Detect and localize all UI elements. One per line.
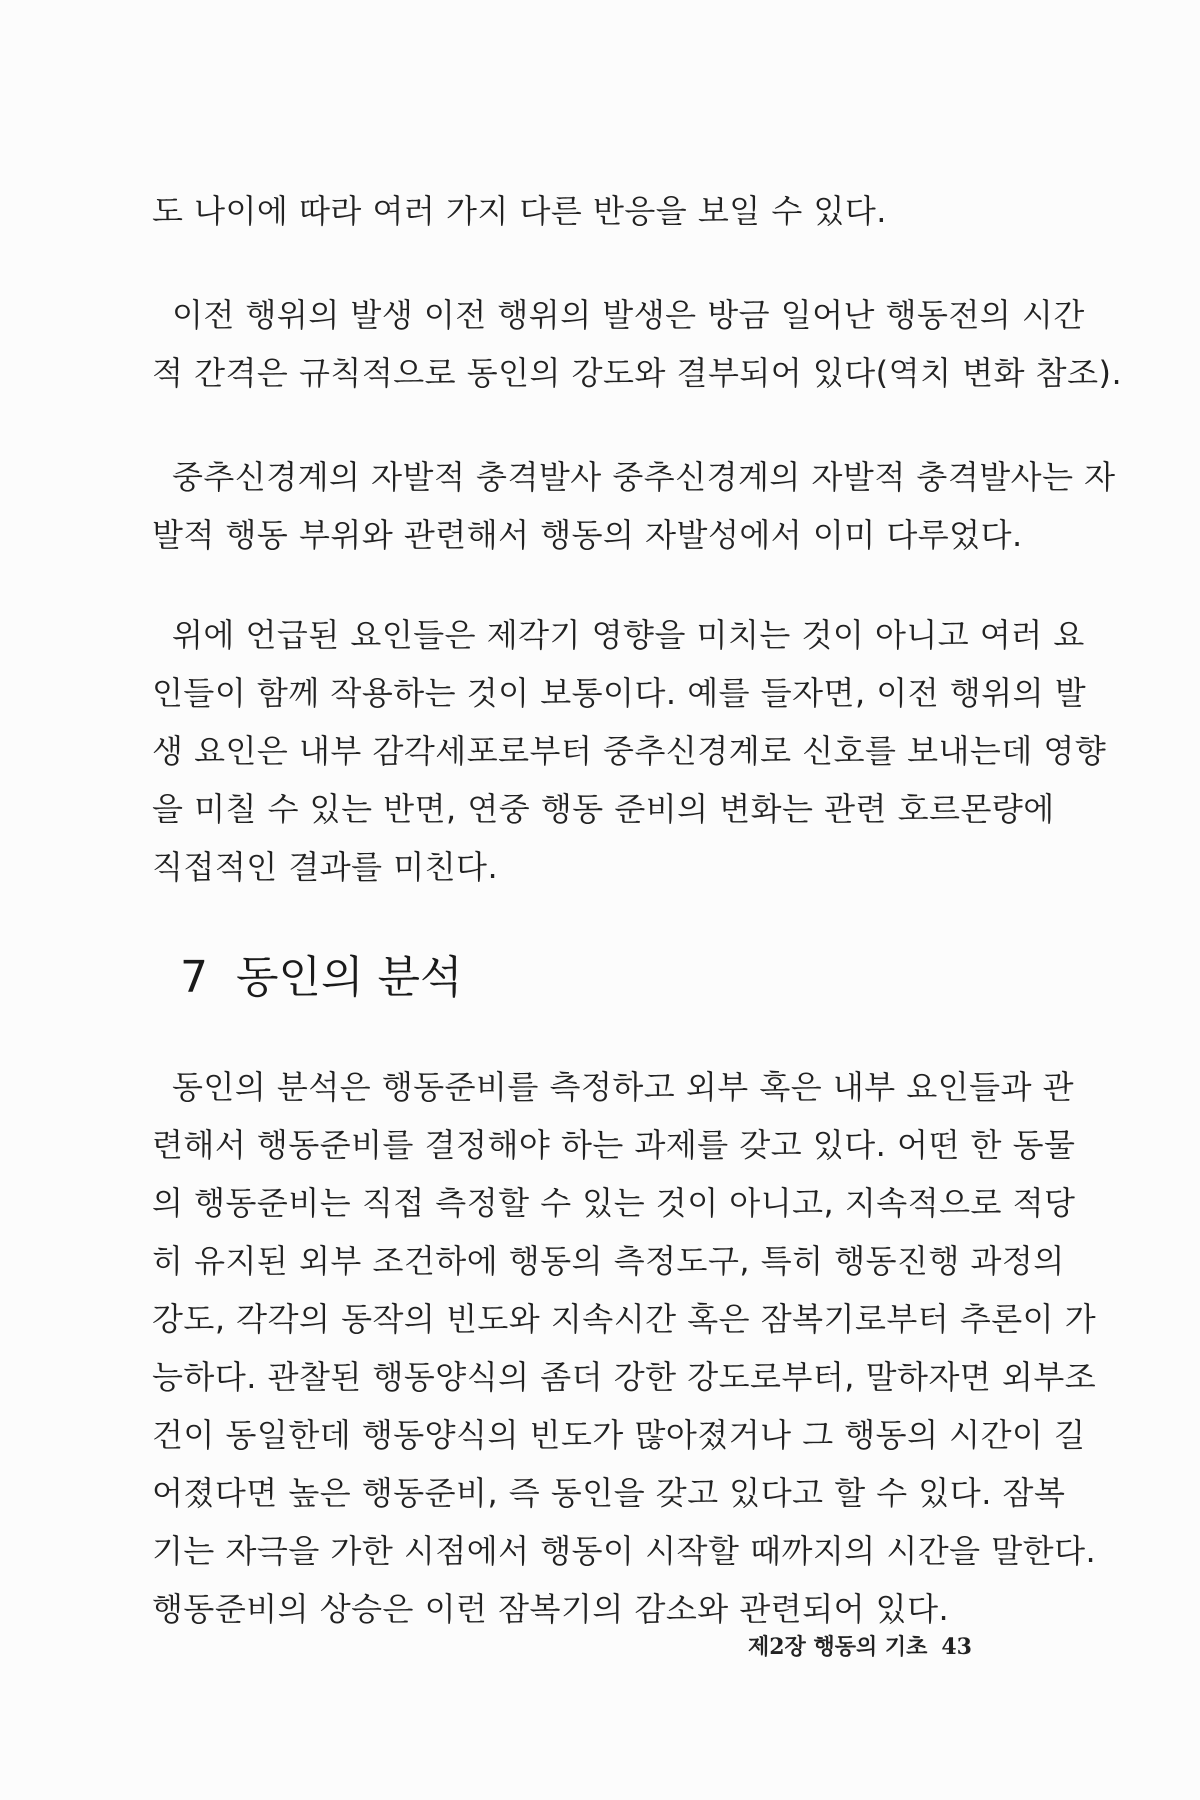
- text-line: 을 미칠 수 있는 반면, 연중 행동 준비의 변화는 관련 호르몬량에: [152, 790, 1055, 828]
- text-line: 이전 행위의 발생 이전 행위의 발생은 방금 일어난 행동전의 시간: [172, 296, 1085, 334]
- page-number: 43: [941, 1634, 972, 1660]
- text-line: 어졌다면 높은 행동준비, 즉 동인을 갖고 있다고 할 수 있다. 잠복: [152, 1474, 1066, 1512]
- text-line: 동인의 분석은 행동준비를 측정하고 외부 혹은 내부 요인들과 관: [172, 1068, 1075, 1106]
- paragraph-4: [152, 606, 1107, 896]
- section-paragraph: [152, 1058, 1097, 1638]
- text-line: 중추신경계의 자발적 충격발사 중추신경계의 자발적 충격발사는 자: [172, 458, 1116, 496]
- text-line: 능하다. 관찰된 행동양식의 좀더 강한 강도로부터, 말하자면 외부조: [152, 1358, 1097, 1396]
- text-line: 건이 동일한데 행동양식의 빈도가 많아졌거나 그 행동의 시간이 길: [152, 1416, 1086, 1454]
- text-line: 행동준비의 상승은 이런 잠복기의 감소와 관련되어 있다.: [152, 1590, 950, 1628]
- paragraph-1: [152, 182, 1032, 240]
- text-line: 위에 언급된 요인들은 제각기 영향을 미치는 것이 아니고 여러 요: [172, 616, 1085, 654]
- page-footer: [748, 1630, 972, 1661]
- text-line: 기는 자극을 가한 시점에서 행동이 시작할 때까지의 시간을 말한다.: [152, 1532, 1097, 1570]
- text-line: 의 행동준비는 직접 측정할 수 있는 것이 아니고, 지속적으로 적당: [152, 1184, 1076, 1222]
- section-heading: [180, 950, 463, 1006]
- text-line: 련해서 행동준비를 결정해야 하는 과제를 갖고 있다. 어떤 한 동물: [152, 1126, 1076, 1164]
- text-line: 직접적인 결과를 미친다.: [152, 848, 499, 886]
- chapter-title: 제2장 행동의 기초: [747, 1634, 928, 1660]
- paragraph-2: [152, 286, 1123, 402]
- paragraph-3: [152, 448, 1116, 564]
- text-line: 적 간격은 규칙적으로 동인의 강도와 결부되어 있다(역치 변화 참조).: [152, 354, 1123, 392]
- text-line: 발적 행동 부위와 관련해서 행동의 자발성에서 이미 다루었다.: [152, 516, 1023, 554]
- text-line: 도 나이에 따라 여러 가지 다른 반응을 보일 수 있다.: [152, 192, 887, 230]
- text-line: 강도, 각각의 동작의 빈도와 지속시간 혹은 잠복기로부터 추론이 가: [152, 1300, 1097, 1338]
- section-title: 동인의 분석: [236, 952, 463, 1003]
- section-number: 7: [180, 952, 208, 1003]
- text-line: 인들이 함께 작용하는 것이 보통이다. 예를 들자면, 이전 행위의 발: [152, 674, 1087, 712]
- text-line: 생 요인은 내부 감각세포로부터 중추신경계로 신호를 보내는데 영향: [152, 732, 1107, 770]
- text-line: 히 유지된 외부 조건하에 행동의 측정도구, 특히 행동진행 과정의: [152, 1242, 1065, 1280]
